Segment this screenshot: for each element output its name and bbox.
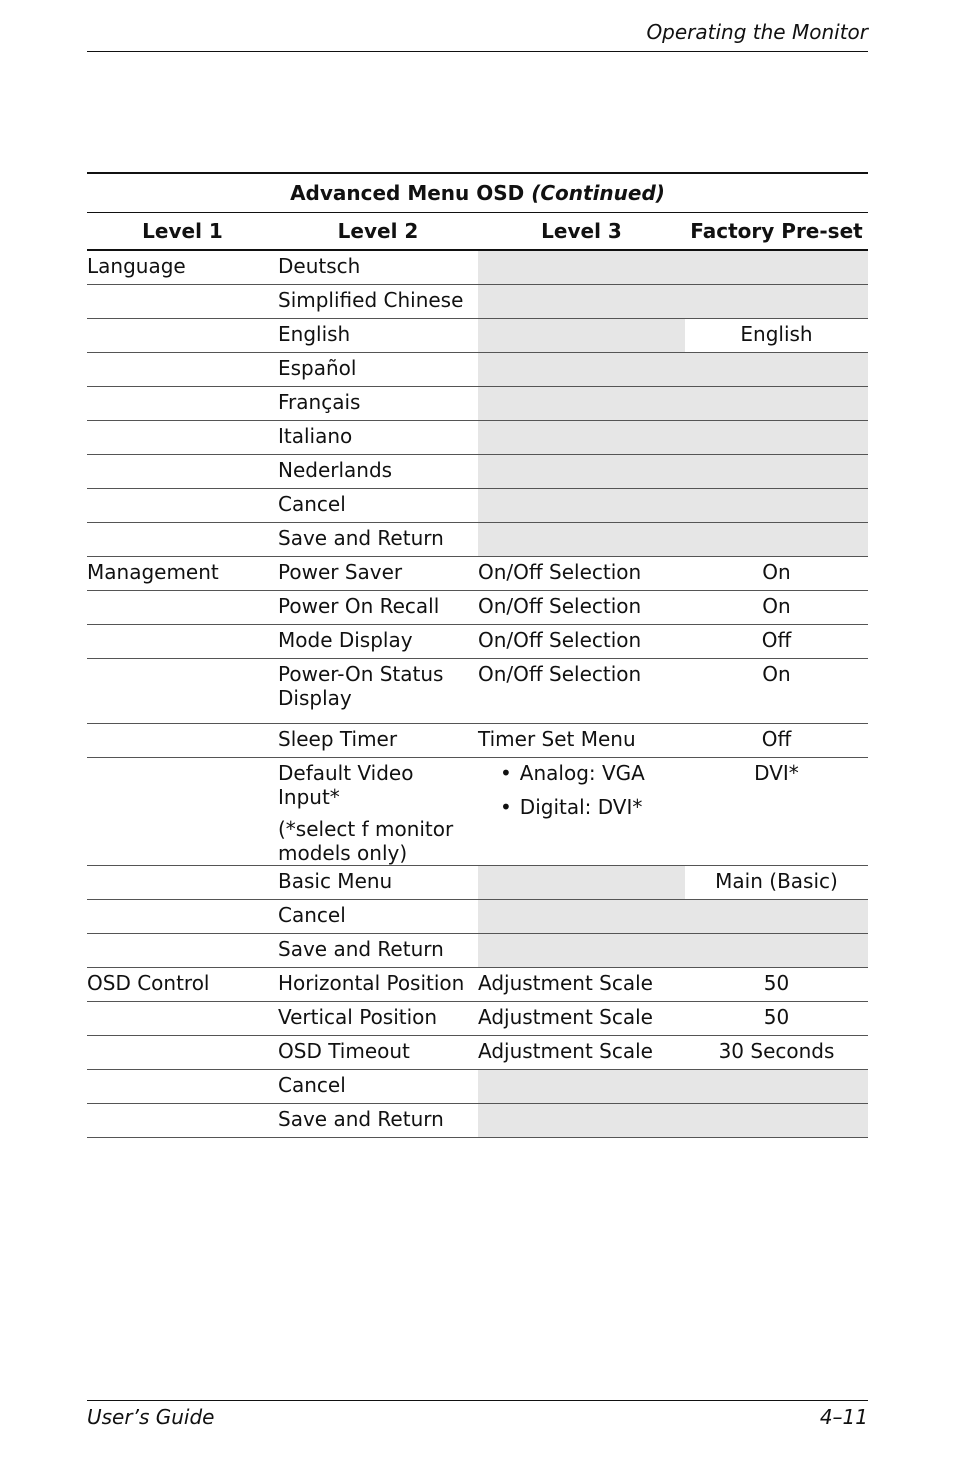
table-row [87, 420, 868, 454]
table-row [87, 590, 868, 624]
cell-preset-empty [685, 352, 868, 386]
cell-level2-note: (*select f monitor models only) [278, 816, 454, 865]
table-row [87, 624, 868, 658]
cell-level3-empty [478, 284, 685, 318]
table-row [87, 386, 868, 420]
cell-preset: Off [685, 624, 868, 658]
table-row [87, 967, 868, 1001]
cell-level1 [87, 757, 278, 865]
cell-preset: 50 [685, 967, 868, 1001]
table-row [87, 488, 868, 522]
cell-level3: On/Off Selection [478, 590, 685, 624]
table-row [87, 556, 868, 590]
cell-level1 [87, 723, 278, 757]
cell-level2: Save and Return [278, 522, 478, 556]
table-header-row [87, 213, 868, 251]
cell-level1 [87, 1069, 278, 1103]
table-row [87, 1001, 868, 1035]
cell-preset: English [685, 318, 868, 352]
cell-level3-empty [478, 250, 685, 284]
header-title: Operating the Monitor [646, 20, 868, 44]
osd-menu-table [87, 172, 868, 1138]
cell-level2: Save and Return [278, 933, 478, 967]
table-row [87, 284, 868, 318]
cell-level2: OSD Timeout [278, 1035, 478, 1069]
cell-preset-empty [685, 488, 868, 522]
cell-level3-empty [478, 454, 685, 488]
cell-level2: Sleep Timer [278, 723, 478, 757]
cell-level1 [87, 1103, 278, 1137]
cell-level1: Language [87, 250, 278, 284]
cell-level3-empty [478, 522, 685, 556]
cell-level1 [87, 488, 278, 522]
cell-level1 [87, 1035, 278, 1069]
table-row [87, 454, 868, 488]
cell-preset-empty [685, 933, 868, 967]
cell-level2: Simplified Chinese [278, 284, 478, 318]
cell-level3-empty [478, 1069, 685, 1103]
cell-level1 [87, 284, 278, 318]
cell-level3-empty [478, 420, 685, 454]
table-row [87, 658, 868, 723]
cell-level2: Power On Recall [278, 590, 478, 624]
cell-level3: On/Off Selection [478, 624, 685, 658]
cell-preset-empty [685, 1103, 868, 1137]
cell-level3-empty [478, 865, 685, 899]
cell-level1: Management [87, 556, 278, 590]
cell-level3: Timer Set Menu [478, 723, 685, 757]
cell-level2: Horizontal Position [278, 967, 478, 1001]
cell-preset-empty [685, 1069, 868, 1103]
cell-level1 [87, 658, 278, 723]
cell-level1 [87, 318, 278, 352]
cell-level1 [87, 454, 278, 488]
table-row [87, 757, 868, 865]
cell-level1 [87, 899, 278, 933]
cell-level3: Adjustment Scale [478, 1035, 685, 1069]
cell-level2: Vertical Position [278, 1001, 478, 1035]
table-row [87, 250, 868, 284]
cell-preset-empty [685, 386, 868, 420]
cell-level3: Adjustment Scale [478, 967, 685, 1001]
table-row [87, 899, 868, 933]
table-row [87, 318, 868, 352]
table-row [87, 1069, 868, 1103]
cell-level3-empty [478, 318, 685, 352]
column-header-level2: Level 2 [278, 213, 478, 251]
cell-level3-empty [478, 352, 685, 386]
column-header-preset: Factory Pre-set [685, 213, 868, 251]
table-caption-text: Advanced Menu OSD [290, 181, 525, 205]
cell-level3-list [478, 757, 685, 865]
table-row [87, 933, 868, 967]
running-header [87, 18, 868, 52]
cell-level2: Italiano [278, 420, 478, 454]
cell-level1 [87, 1001, 278, 1035]
table-row [87, 1035, 868, 1069]
table-caption-continued: (Continued) [531, 181, 665, 205]
cell-level2: Cancel [278, 1069, 478, 1103]
cell-level1 [87, 386, 278, 420]
table-caption [87, 173, 868, 213]
cell-level2: Power Saver [278, 556, 478, 590]
cell-preset: 50 [685, 1001, 868, 1035]
cell-level1 [87, 933, 278, 967]
cell-level1 [87, 865, 278, 899]
cell-level3-empty [478, 488, 685, 522]
cell-level1: OSD Control [87, 967, 278, 1001]
table-row [87, 723, 868, 757]
cell-level2: Save and Return [278, 1103, 478, 1137]
running-footer [87, 1400, 868, 1433]
cell-preset: On [685, 590, 868, 624]
cell-level2: Français [278, 386, 478, 420]
cell-level3: On/Off Selection [478, 658, 685, 723]
cell-preset: On [685, 658, 868, 723]
cell-level2: Mode Display [278, 624, 478, 658]
table-row [87, 352, 868, 386]
cell-preset-empty [685, 522, 868, 556]
cell-level2: Cancel [278, 899, 478, 933]
table-row [87, 1103, 868, 1137]
cell-level1 [87, 420, 278, 454]
cell-preset-empty [685, 899, 868, 933]
osd-table-wrap [87, 172, 868, 1138]
cell-preset-empty [685, 284, 868, 318]
cell-level2: Cancel [278, 488, 478, 522]
cell-level3-empty [478, 386, 685, 420]
cell-level1 [87, 590, 278, 624]
column-header-level1: Level 1 [87, 213, 278, 251]
cell-level2: Basic Menu [278, 865, 478, 899]
video-input-options [478, 761, 685, 819]
cell-level1 [87, 624, 278, 658]
cell-level2-text: Default Video Input* [278, 760, 414, 809]
cell-preset: Main (Basic) [685, 865, 868, 899]
cell-level3: On/Off Selection [478, 556, 685, 590]
table-row [87, 522, 868, 556]
cell-preset: On [685, 556, 868, 590]
cell-level3-empty [478, 1103, 685, 1137]
page-number: 4–11 [819, 1405, 868, 1429]
cell-preset-empty [685, 454, 868, 488]
column-header-level3: Level 3 [478, 213, 685, 251]
cell-level3: Adjustment Scale [478, 1001, 685, 1035]
table-row [87, 865, 868, 899]
cell-preset-empty [685, 250, 868, 284]
cell-level3-empty [478, 899, 685, 933]
cell-preset: Off [685, 723, 868, 757]
cell-level2: Nederlands [278, 454, 478, 488]
list-item: • Analog: VGA [500, 761, 685, 785]
cell-level2: Power-On Status Display [278, 658, 478, 723]
list-item: • Digital: DVI* [500, 795, 685, 819]
cell-preset: 30 Seconds [685, 1035, 868, 1069]
footer-guide-title: User’s Guide [87, 1405, 215, 1429]
cell-level2: Español [278, 352, 478, 386]
cell-preset: DVI* [685, 757, 868, 865]
cell-level2-with-note [278, 757, 478, 865]
cell-level1 [87, 352, 278, 386]
cell-level2: English [278, 318, 478, 352]
cell-level1 [87, 522, 278, 556]
cell-preset-empty [685, 420, 868, 454]
cell-level3-empty [478, 933, 685, 967]
cell-level2: Deutsch [278, 250, 478, 284]
